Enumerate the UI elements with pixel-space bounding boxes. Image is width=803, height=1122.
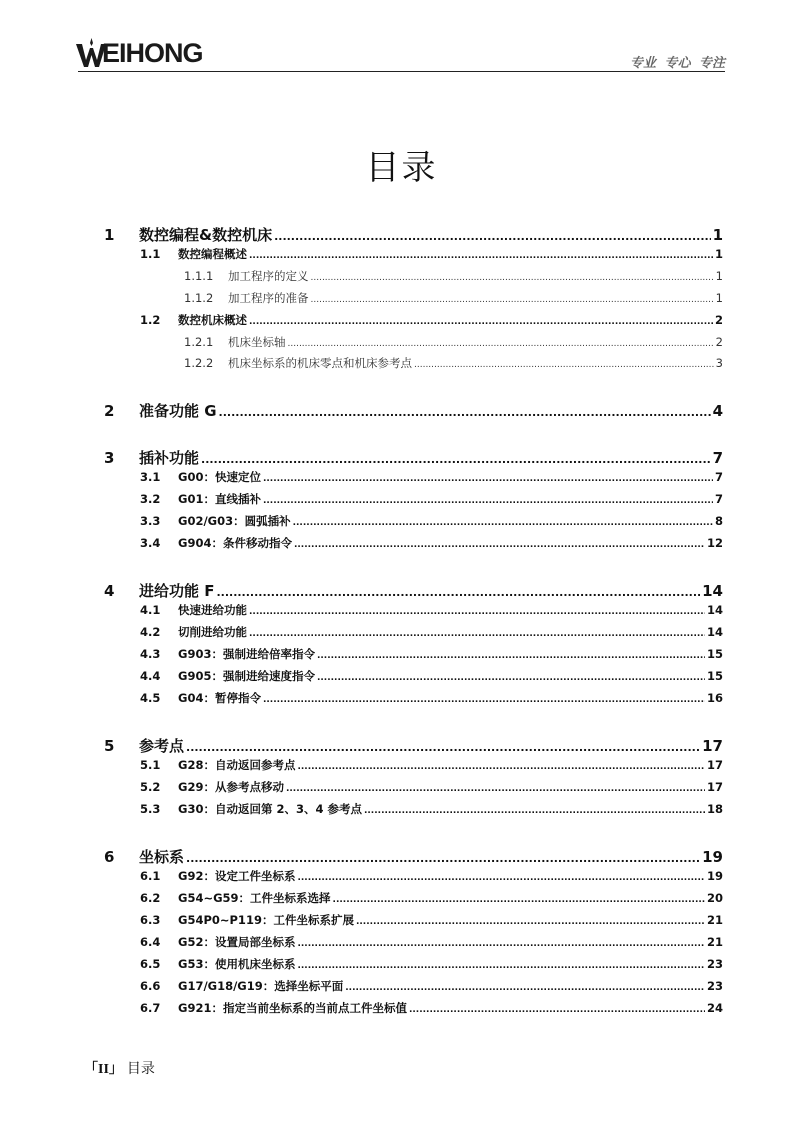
- toc-dot-leader: [333, 895, 705, 905]
- toc-entry-number: 5.2: [140, 780, 161, 794]
- toc-entry-number: 6: [104, 848, 115, 866]
- toc-entry-number: 6.3: [140, 913, 161, 927]
- toc-entry-number: 5.3: [140, 802, 161, 816]
- toc-entry[interactable]: [102, 469, 723, 485]
- weihong-logo: [76, 36, 203, 70]
- toc-dot-leader: [364, 806, 705, 816]
- toc-entry[interactable]: [102, 268, 723, 284]
- toc-entry[interactable]: [102, 668, 723, 684]
- toc-entry-number: 5: [104, 737, 115, 755]
- toc-entry[interactable]: [102, 400, 723, 421]
- toc-entry-page: 14: [706, 603, 723, 617]
- toc-entry-title: 机床坐标系的机床零点和机床参考点: [228, 356, 412, 370]
- toc-dot-leader: [263, 474, 713, 484]
- toc-entry-page: 4: [712, 402, 723, 420]
- header-divider: [78, 71, 725, 72]
- toc-entry-number: 1.2.2: [184, 356, 214, 370]
- toc-dot-leader: [293, 518, 713, 528]
- toc-entry-title: G53：使用机床坐标系: [178, 957, 296, 971]
- toc-entry-title: G02/G03：圆弧插补: [178, 514, 291, 528]
- toc-entry[interactable]: [102, 1000, 723, 1016]
- toc-dot-leader: [311, 273, 714, 283]
- toc-dot-leader: [414, 360, 714, 370]
- toc-entry[interactable]: [102, 646, 723, 662]
- toc-entry-title: 数控机床概述: [178, 313, 247, 327]
- toc-entry-page: 18: [706, 802, 723, 816]
- toc-entry-number: 3.4: [140, 536, 161, 550]
- toc-entry-number: 1.2.1: [184, 335, 214, 349]
- toc-entry-title: G904：条件移动指令: [178, 536, 292, 550]
- toc-entry[interactable]: [102, 735, 723, 756]
- toc-dot-leader: [216, 586, 700, 599]
- toc-entry-title: 坐标系: [139, 848, 185, 866]
- toc-entry-page: 19: [706, 869, 723, 883]
- toc-entry-page: 14: [706, 625, 723, 639]
- toc-entry[interactable]: [102, 491, 723, 507]
- toc-entry-number: 1.2: [140, 313, 161, 327]
- toc-entry-title: 数控编程概述: [178, 247, 247, 261]
- toc-entry-page: 2: [715, 335, 723, 349]
- toc-entry-page: 1: [714, 247, 723, 261]
- toc-entry[interactable]: [102, 602, 723, 618]
- toc-entry-page: 7: [714, 492, 723, 506]
- toc-entry-title: 加工程序的准备: [228, 291, 309, 305]
- toc-entry-title: G30：自动返回第 2、3、4 参考点: [178, 802, 362, 816]
- toc-dot-leader: [263, 496, 713, 506]
- toc-dot-leader: [317, 673, 705, 683]
- toc-entry-page: 3: [715, 356, 723, 370]
- toc-entry-number: 3: [104, 449, 115, 467]
- page-title: 目录: [365, 148, 438, 188]
- toc-entry[interactable]: [102, 312, 723, 328]
- toc-entry[interactable]: [102, 624, 723, 640]
- toc-entry-number: 3.1: [140, 470, 161, 484]
- toc-entry-title: G54~G59：工件坐标系选择: [178, 891, 331, 905]
- toc-entry-page: 12: [706, 536, 723, 550]
- toc-dot-leader: [219, 406, 711, 419]
- toc-entry-title: G00：快速定位: [178, 470, 261, 484]
- toc-entry-page: 17: [706, 780, 723, 794]
- toc-entry-number: 4.1: [140, 603, 161, 617]
- toc-entry-number: 6.6: [140, 979, 161, 993]
- toc-dot-leader: [186, 852, 700, 865]
- toc-entry-number: 1.1.2: [184, 291, 214, 305]
- toc-entry[interactable]: [102, 846, 723, 867]
- toc-dot-leader: [249, 317, 713, 327]
- toc-entry[interactable]: [102, 290, 723, 306]
- toc-entry-number: 4: [104, 582, 115, 600]
- toc-entry-title: G17/G18/G19：选择坐标平面: [178, 979, 344, 993]
- toc-entry-title: G04：暂停指令: [178, 691, 261, 705]
- toc-dot-leader: [201, 453, 711, 466]
- toc-entry-number: 6.5: [140, 957, 161, 971]
- toc-entry[interactable]: [102, 224, 723, 245]
- toc-entry-number: 3.3: [140, 514, 161, 528]
- toc-entry-page: 21: [706, 913, 723, 927]
- toc-entry-page: 15: [706, 647, 723, 661]
- toc-entry[interactable]: [102, 868, 723, 884]
- toc-entry-title: G54P0~P119：工件坐标系扩展: [178, 913, 354, 927]
- toc-entry-page: 21: [706, 935, 723, 949]
- footer-label: 目录: [126, 1061, 155, 1077]
- toc-entry-page: 17: [706, 758, 723, 772]
- toc-entry-title: G29：从参考点移动: [178, 780, 284, 794]
- toc-entry-number: 2: [104, 402, 115, 420]
- toc-entry[interactable]: [102, 757, 723, 773]
- toc-entry-number: 4.2: [140, 625, 161, 639]
- toc-entry-title: 机床坐标轴: [228, 335, 286, 349]
- toc-entry-page: 20: [706, 891, 723, 905]
- toc-dot-leader: [288, 339, 714, 349]
- toc-dot-leader: [311, 295, 714, 305]
- toc-entry-page: 19: [702, 848, 723, 866]
- toc-entry-page: 17: [702, 737, 723, 755]
- toc-entry[interactable]: [102, 580, 723, 601]
- toc-entry-title: 插补功能: [139, 449, 200, 467]
- toc-entry-page: 14: [702, 582, 723, 600]
- toc-dot-leader: [249, 251, 713, 261]
- toc-entry-title: G92：设定工件坐标系: [178, 869, 296, 883]
- toc-entry-number: 6.2: [140, 891, 161, 905]
- toc-entry-title: G28：自动返回参考点: [178, 758, 296, 772]
- toc-entry[interactable]: [102, 779, 723, 795]
- toc-entry[interactable]: [102, 334, 723, 350]
- toc-dot-leader: [297, 961, 705, 971]
- toc-entry[interactable]: [102, 934, 723, 950]
- toc-entry-number: 5.1: [140, 758, 161, 772]
- toc-entry-number: 1.1.1: [184, 269, 214, 283]
- toc-dot-leader: [356, 917, 705, 927]
- toc-entry[interactable]: [102, 956, 723, 972]
- toc-entry-number: 4.5: [140, 691, 161, 705]
- toc-entry[interactable]: [102, 246, 723, 262]
- toc-entry-number: 6.4: [140, 935, 161, 949]
- toc-entry-title: 快速进给功能: [178, 603, 247, 617]
- toc-entry-title: G921：指定当前坐标系的当前点工件坐标值: [178, 1001, 407, 1015]
- toc-dot-leader: [317, 651, 705, 661]
- toc-entry[interactable]: [102, 355, 723, 371]
- toc-entry-number: 4.3: [140, 647, 161, 661]
- toc-entry-page: 16: [706, 691, 723, 705]
- toc-entry-title: 进给功能 F: [139, 582, 215, 600]
- page-footer: [84, 1058, 155, 1078]
- toc-dot-leader: [297, 873, 705, 883]
- toc-entry[interactable]: [102, 535, 723, 551]
- toc-dot-leader: [286, 784, 705, 794]
- toc-dot-leader: [186, 741, 700, 754]
- toc-entry[interactable]: [102, 513, 723, 529]
- toc-entry[interactable]: [102, 690, 723, 706]
- toc-entry-page: 1: [712, 226, 723, 244]
- toc-entry-number: 1.1: [140, 247, 161, 261]
- toc-entry-page: 1: [715, 291, 723, 305]
- toc-entry[interactable]: [102, 801, 723, 817]
- toc-entry-title: G905：强制进给速度指令: [178, 669, 315, 683]
- toc-entry-title: G903：强制进给倍率指令: [178, 647, 315, 661]
- header-slogan: 专业 专心 专注: [629, 56, 725, 71]
- toc-entry-title: 数控编程&数控机床: [139, 226, 273, 244]
- toc-entry-title: G52：设置局部坐标系: [178, 935, 296, 949]
- toc-entry-number: 6.1: [140, 869, 161, 883]
- toc-entry[interactable]: [102, 978, 723, 994]
- footer-page-number: 「II」: [84, 1062, 123, 1077]
- toc-entry-number: 3.2: [140, 492, 161, 506]
- toc-dot-leader: [294, 540, 705, 550]
- toc-entry-page: 7: [714, 470, 723, 484]
- toc-dot-leader: [297, 939, 705, 949]
- toc-entry-page: 15: [706, 669, 723, 683]
- toc-entry-page: 24: [706, 1001, 723, 1015]
- toc-entry-title: 参考点: [139, 737, 185, 755]
- toc-entry[interactable]: [102, 447, 723, 468]
- toc-entry[interactable]: [102, 912, 723, 928]
- toc-entry-number: 1: [104, 226, 115, 244]
- toc-dot-leader: [409, 1005, 705, 1015]
- toc-entry-page: 23: [706, 957, 723, 971]
- toc-entry-title: 切削进给功能: [178, 625, 247, 639]
- toc-dot-leader: [345, 983, 705, 993]
- toc-dot-leader: [249, 629, 705, 639]
- logo-text: EIHONG: [102, 37, 203, 68]
- toc-dot-leader: [263, 695, 705, 705]
- toc-entry-title: 加工程序的定义: [228, 269, 309, 283]
- toc-entry-title: 准备功能 G: [139, 402, 217, 420]
- toc-entry-page: 8: [714, 514, 723, 528]
- toc-entry[interactable]: [102, 890, 723, 906]
- toc-entry-number: 6.7: [140, 1001, 161, 1015]
- toc-dot-leader: [274, 230, 710, 243]
- toc-entry-page: 23: [706, 979, 723, 993]
- toc-entry-title: G01：直线插补: [178, 492, 261, 506]
- toc-dot-leader: [297, 762, 705, 772]
- toc-entry-number: 4.4: [140, 669, 161, 683]
- toc-entry-page: 1: [715, 269, 723, 283]
- toc-entry-page: 2: [714, 313, 723, 327]
- toc-dot-leader: [249, 607, 705, 617]
- toc-entry-page: 7: [712, 449, 723, 467]
